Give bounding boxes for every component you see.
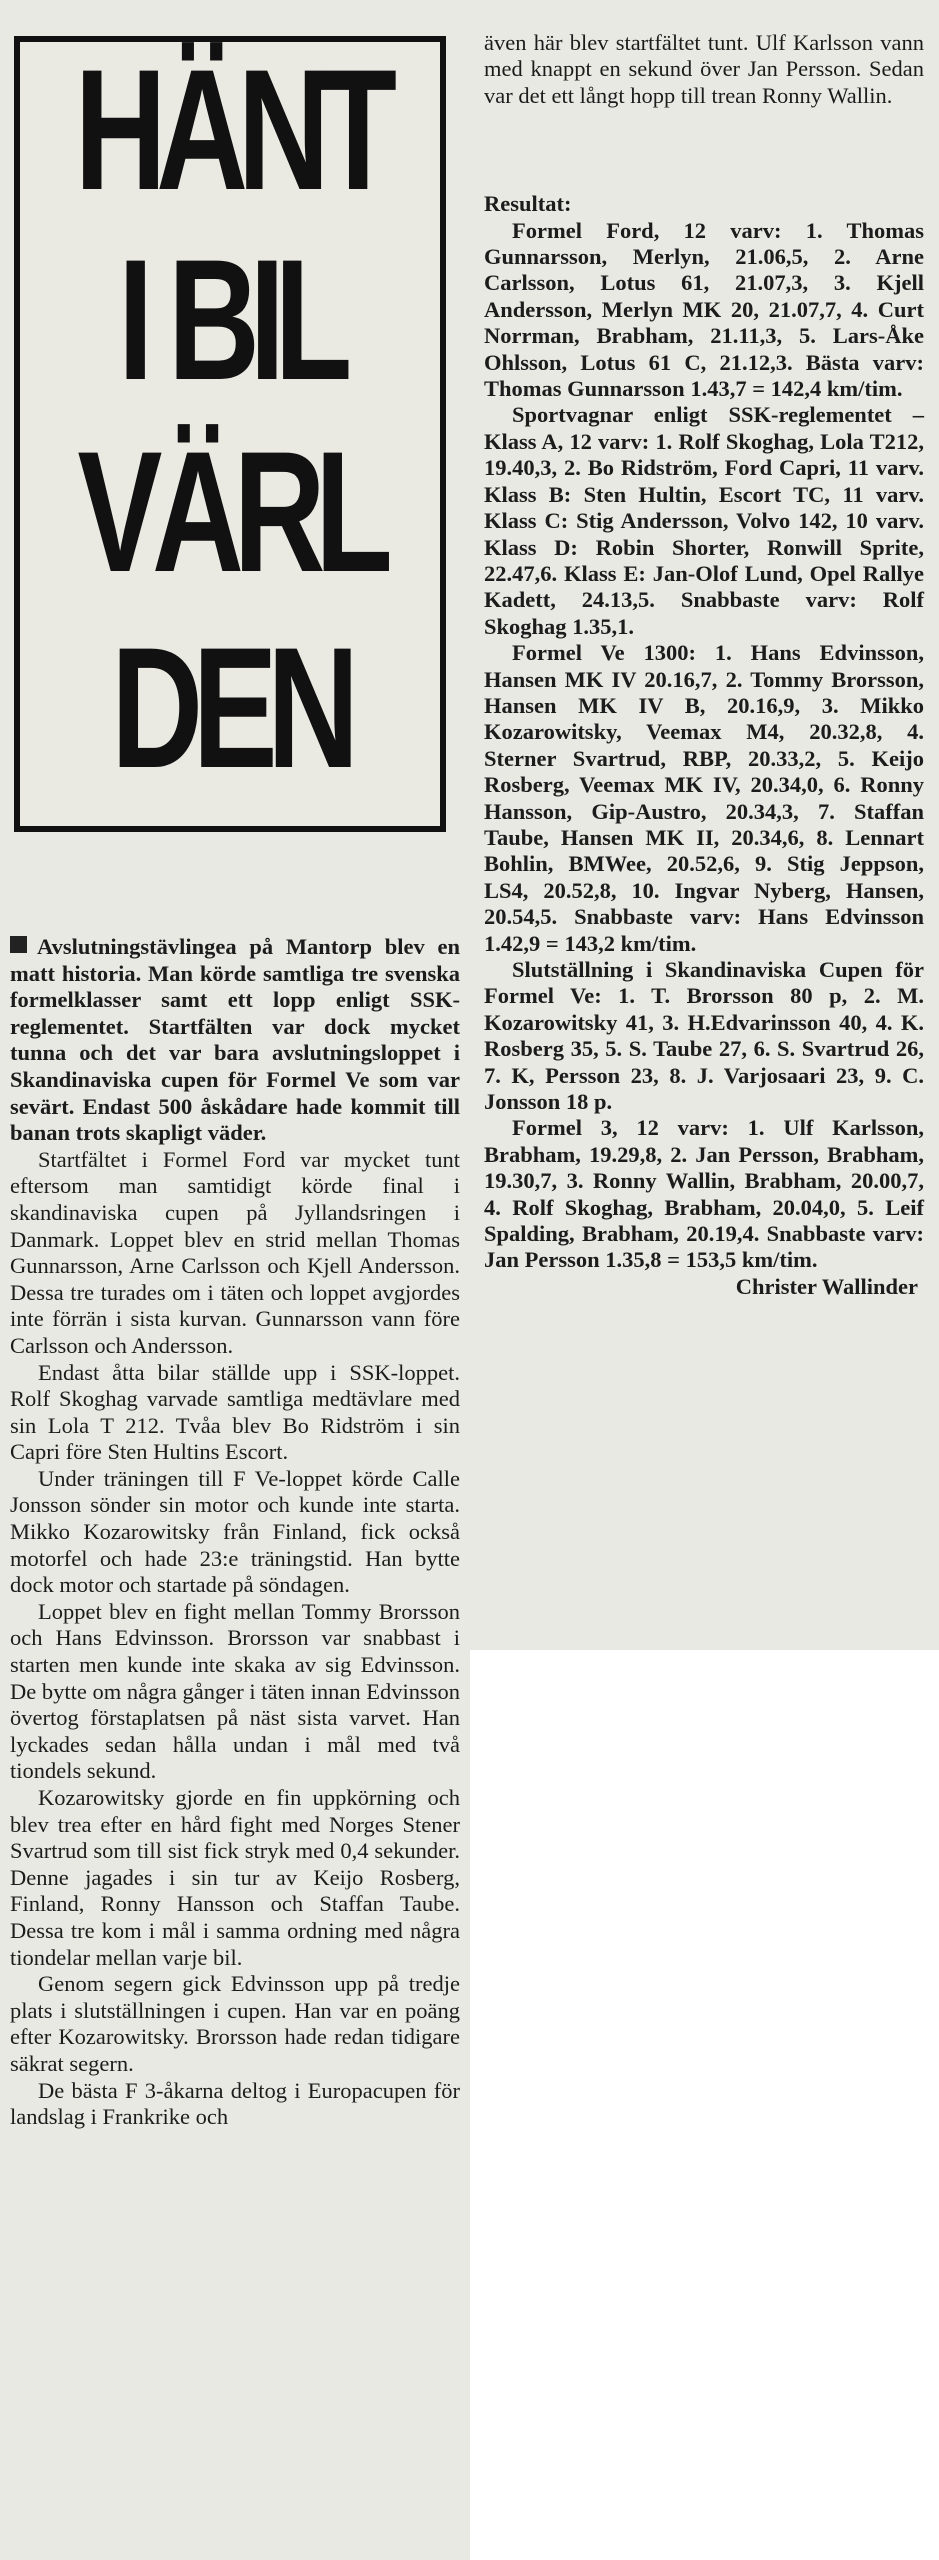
article-paragraph: Loppet blev en fight mellan Tommy Brorsson och Hans Edvinsson. Brorsson var snabbast i starten men kunde inte skaka av sig Edvinsson. De bytte om några gånger i täten innan Edvinsson övertog förstaplatsen på näst sista varvet. Han lyckades sedan hålla undan i mål med två tiondels sekund. xyxy=(10,1598,460,1784)
masthead-line-1: HÄNT xyxy=(74,34,387,226)
article-continuation: även här blev startfältet tunt. Ulf Karlsson vann med knappt en sekund över Jan Persson. Sedan var det ett långt hopp till trean Ronny Wallin. xyxy=(484,30,924,108)
article-paragraph: De bästa F 3-åkarna deltog i Europacupen för landslag i Frankrike och xyxy=(10,2077,460,2130)
article-paragraph: Genom segern gick Edvinsson upp på tredje plats i slutställningen i cupen. Han var en poäng efter Kozarowitsky. Brorsson hade redan tidigare säkrat segern. xyxy=(10,1971,460,2076)
article-paragraph: Endast åtta bilar ställde upp i SSK-loppet. Rolf Skoghag varvade samtliga medtävlare med sin Lola T 212. Tvåa blev Bo Ridström i sin Capri före Sten Hultins Escort. xyxy=(10,1359,460,1465)
article-paragraph: Under träningen till F Ve-loppet körde Calle Jonsson sönder sin motor och kunde inte starta. Mikko Kozarowitsky från Finland, fick också motorfel och hade 23:e träningstid. Han bytte dock motor och startade på söndagen. xyxy=(10,1465,460,1598)
masthead-line-3: VÄRL xyxy=(77,416,383,608)
result-entry: Formel Ford, 12 varv: 1. Thomas Gunnarsson, Merlyn, 21.06,5, 2. Arne Carlsson, Lotus 61, 21.07,3, 3. Kjell Andersson, Merlyn MK 20, 21.07,7, 4. Curt Norrman, Brabham, 21.11,3, 5. Lars-Åke Ohlsson, Lotus 61 C, 21.12,3. Bästa varv: Thomas Gunnarsson 1.43,7 = 142,4 km/tim. xyxy=(484,217,924,402)
result-entry: Sportvagnar enligt SSK-reglementet – Klass A, 12 varv: 1. Rolf Skoghag, Lola T212, 19.40,3, 2. Bo Ridström, Ford Capri, 11 varv. Klass B: Sten Hultin, Escort TC, 11 varv. Klass C: Stig Andersson, Volvo 142, 10 varv. Klass D: Robin Shorter, Ronwill Sprite, 22.47,6. Klass E: Jan-Olof Lund, Opel Rallye Kadett, 24.13,5. Snabbaste varv: Rolf Skoghag 1.35,1. xyxy=(484,402,924,639)
article-paragraph: Kozarowitsky gjorde en fin uppkörning och blev trea efter en hård fight med Norges Stener Svartrud som till sist fick stryk med 0,4 sekunder. Denne jagades i sin tur av Keijo Rosberg, Finland, Ronny Hansson och Staffan Taube. Dessa tre kom i mål i samma ordning med några tiondelar mellan varje bil. xyxy=(10,1785,460,1970)
masthead-line-4: DEN xyxy=(111,612,349,804)
result-entry: Formel Ve 1300: 1. Hans Edvinsson, Hansen MK IV 20.16,7, 2. Tommy Brorsson, Hansen MK IV B, 20.16,9, 3. Mikko Kozarowitsky, Veemax M4, 20.32,8, 4. Sterner Svartrud, RBP, 20.33,2, 5. Keijo Rosberg, Veemax MK IV, 20.34,0, 6. Ronny Hansson, Gip-Austro, 20.34,3, 7. Staffan Taube, Hansen MK II, 20.34,6, 8. Lennart Bohlin, BMWee, 20.52,6, 9. Stig Jeppson, LS4, 20.52,8, 10. Ingvar Nyberg, Hansen, 20.54,5. Snabbaste varv: Hans Edvinsson 1.42,9 = 143,2 km/tim. xyxy=(484,640,924,956)
result-entry: Formel 3, 12 varv: 1. Ulf Karlsson, Brabham, 19.29,8, 2. Jan Persson, Brabham, 19.30,7, 3. Ronny Wallin, Brabham, 20.00,7, 4. Rolf Skoghag, Brabham, 20.04,0, 5. Leif Spalding, Brabham, 20.19,4. Snabbaste varv: Jan Persson 1.35,8 = 153,5 km/tim. xyxy=(484,1115,924,1273)
blank-area xyxy=(470,1650,939,2560)
results-column xyxy=(484,30,924,1300)
masthead-line-2: I BIL xyxy=(118,224,342,416)
article-body xyxy=(10,934,460,2131)
bullet-square-icon xyxy=(10,936,27,953)
article-lead xyxy=(10,934,460,1147)
lead-text: Avslutningstävlingea på Mantorp blev en matt historia. Man körde samtliga tre svenska formelklasser samt ett lopp enligt SSK-reglementet. Startfälten var dock mycket tunna och det var bara avslutningsloppet i Skandinaviska cupen för Formel Ve som var sevärt. Endast 500 åskådare hade kommit till banan trots skapligt väder. xyxy=(10,934,460,1146)
result-entry: Slutställning i Skandinaviska Cupen för Formel Ve: 1. T. Brorsson 80 p, 2. M. Kozarowitsky 41, 3. H.Edvarinsson 40, 4. K. Rosberg 35, 5. S. Taube 27, 6. S. Svartrud 26, 7. K, Persson 23, 8. J. Varjosaari 23, 9. C. Jonsson 18 p. xyxy=(484,957,924,1115)
article-paragraph: Startfältet i Formel Ford var mycket tunt eftersom man samtidigt körde final i skandinaviska cupen på Jyllandsringen i Danmark. Loppet blev en strid mellan Thomas Gunnarsson, Arne Carlsson och Kjell Andersson. Dessa tre turades om i täten och loppet avgjordes inte förrän i sista kurvan. Gunnarsson vann före Carlsson och Andersson. xyxy=(10,1146,460,1358)
column-masthead xyxy=(14,36,446,832)
results-heading: Resultat: xyxy=(484,191,572,217)
byline: Christer Wallinder xyxy=(735,1273,918,1299)
